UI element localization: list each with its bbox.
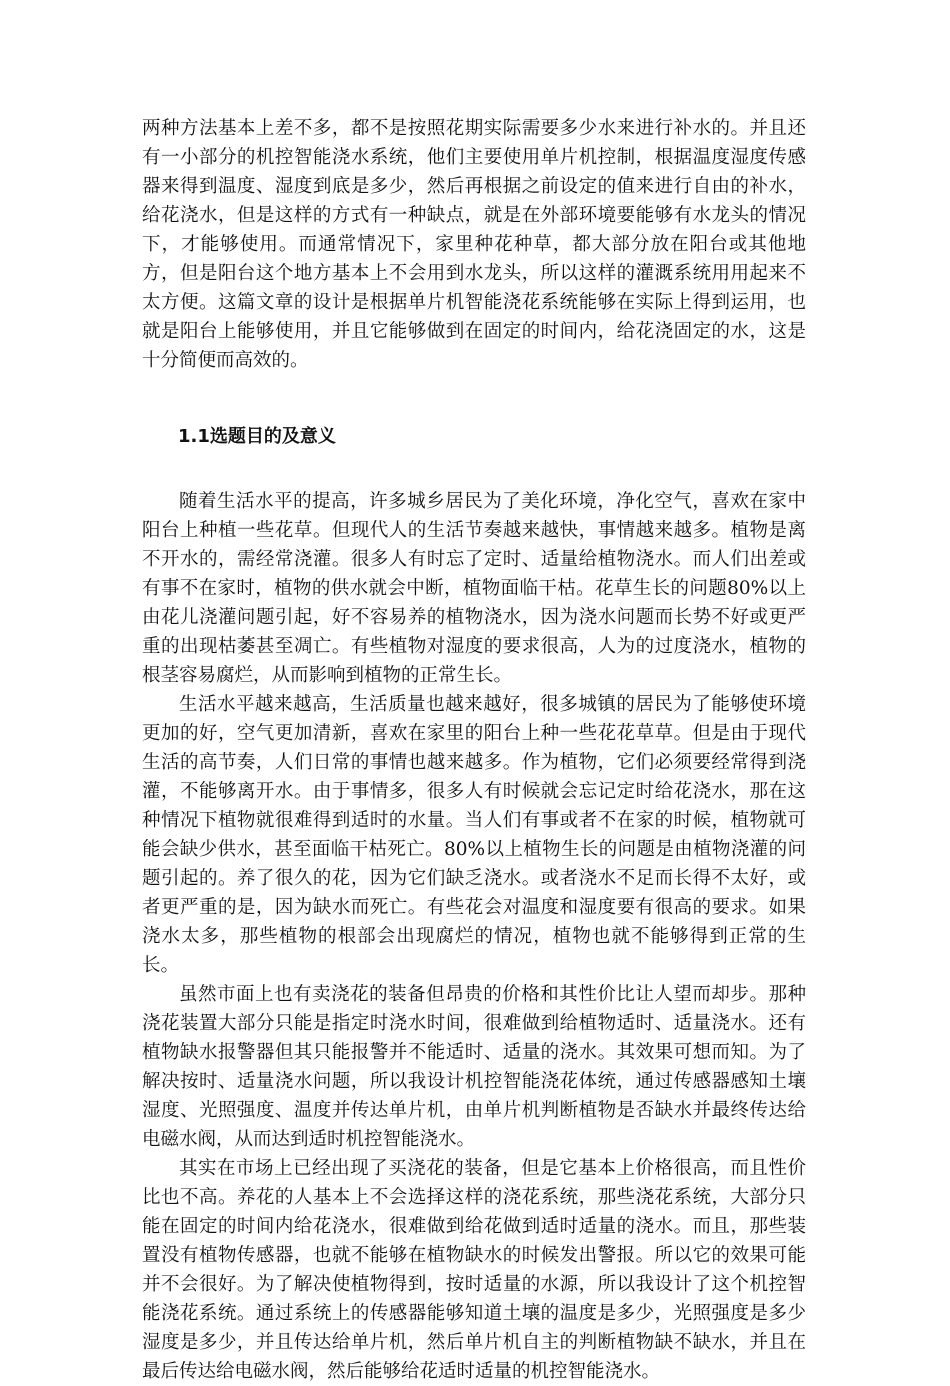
intro-paragraph: 两种方法基本上差不多，都不是按照花期实际需要多少水来进行补水的。并且还有一小部分的机控智能浇水系统，他们主要使用单片机控制，根据温度湿度传感器来得到温度、湿度到底是多少，然后再根据之前设定的值来进行自由的补水，给花浇水，但是这样的方式有一种缺点，就是在外部环境要能够有水龙头的情况下，才能够使用。而通常情况下，家里种花种草，都大部分放在阳台或其他地方，但是阳台这个地方基本上不会用到水龙头，所以这样的灌溉系统用用起来不太方便。这篇文章的设计是根据单片机智能浇花系统能够在实际上得到运用，也就是阳台上能够使用，并且它能够做到在固定的时间内，给花浇固定的水，这是十分简便而高效的。 <box>142 118 806 371</box>
body-paragraph-4: 其实在市场上已经出现了买浇花的装备，但是它基本上价格很高，而且性价比也不高。养花的人基本上不会选择这样的浇花系统，那些浇花系统，大部分只能在固定的时间内给花浇水，很难做到给花做到适时适量的浇水。而且，那些装置没有植物传感器，也就不能够在植物缺水的时候发出警报。所以它的效果可能并不会很好。为了解决使植物得到，按时适量的水源，所以我设计了这个机控智能浇花系统。通过系统上的传感器能够知道土壤的温度是多少，光照强度是多少湿度是多少，并且传达给单片机，然后单片机自主的判断植物缺不缺水，并且在最后传达给电磁水阀，然后能够给花适时适量的机控智能浇水。 <box>142 1158 806 1382</box>
body-paragraph-2: 生活水平越来越高，生活质量也越来越好，很多城镇的居民为了能够使环境更加的好，空气更加清新，喜欢在家里的阳台上种一些花花草草。但是由于现代生活的高节奏，人们日常的事情也越来越多。作为植物，它们必须要经常得到浇灌，不能够离开水。由于事情多，很多人有时候就会忘记定时给花浇水，那在这种情况下植物就很难得到适时的水量。当人们有事或者不在家的时候，植物就可能会缺少供水，甚至面临干枯死亡。80%以上植物生长的问题是由植物浇灌的问题引起的。养了很久的花，因为它们缺乏浇水。或者浇水不足而长得不太好，或者更严重的是，因为缺水而死亡。有些花会对温度和湿度要有很高的要求。如果浇水太多，那些植物的根部会出现腐烂的情况，植物也就不能够得到正常的生长。 <box>142 694 806 976</box>
document-body <box>142 114 806 1386</box>
body-paragraph-3: 虽然市面上也有卖浇花的装备但昂贵的价格和其性价比让人望而却步。那种浇花装置大部分只能是指定时浇水时间，很难做到给植物适时、适量浇水。还有植物缺水报警器但其只能报警并不能适时、适量的浇水。其效果可想而知。为了解决按时、适量浇水问题，所以我设计机控智能浇花体统，通过传感器感知土壤湿度、光照强度、温度并传达单片机，由单片机判断植物是否缺水并最终传达给电磁水阀，从而达到适时机控智能浇水。 <box>142 984 806 1150</box>
section-heading: 1.1选题目的及意义 <box>178 426 336 447</box>
body-paragraph-1: 随着生活水平的提高，许多城乡居民为了美化环境，净化空气，喜欢在家中阳台上种植一些花草。但现代人的生活节奏越来越快，事情越来越多。植物是离不开水的，需经常浇灌。很多人有时忘了定时、适量给植物浇水。而人们出差或有事不在家时，植物的供水就会中断，植物面临干枯。花草生长的问题80%以上由花儿浇灌问题引起，好不容易养的植物浇水，因为浇水问题而长势不好或更严重的出现枯萎甚至凋亡。有些植物对湿度的要求很高，人为的过度浇水，植物的根茎容易腐烂，从而影响到植物的正常生长。 <box>142 491 806 686</box>
